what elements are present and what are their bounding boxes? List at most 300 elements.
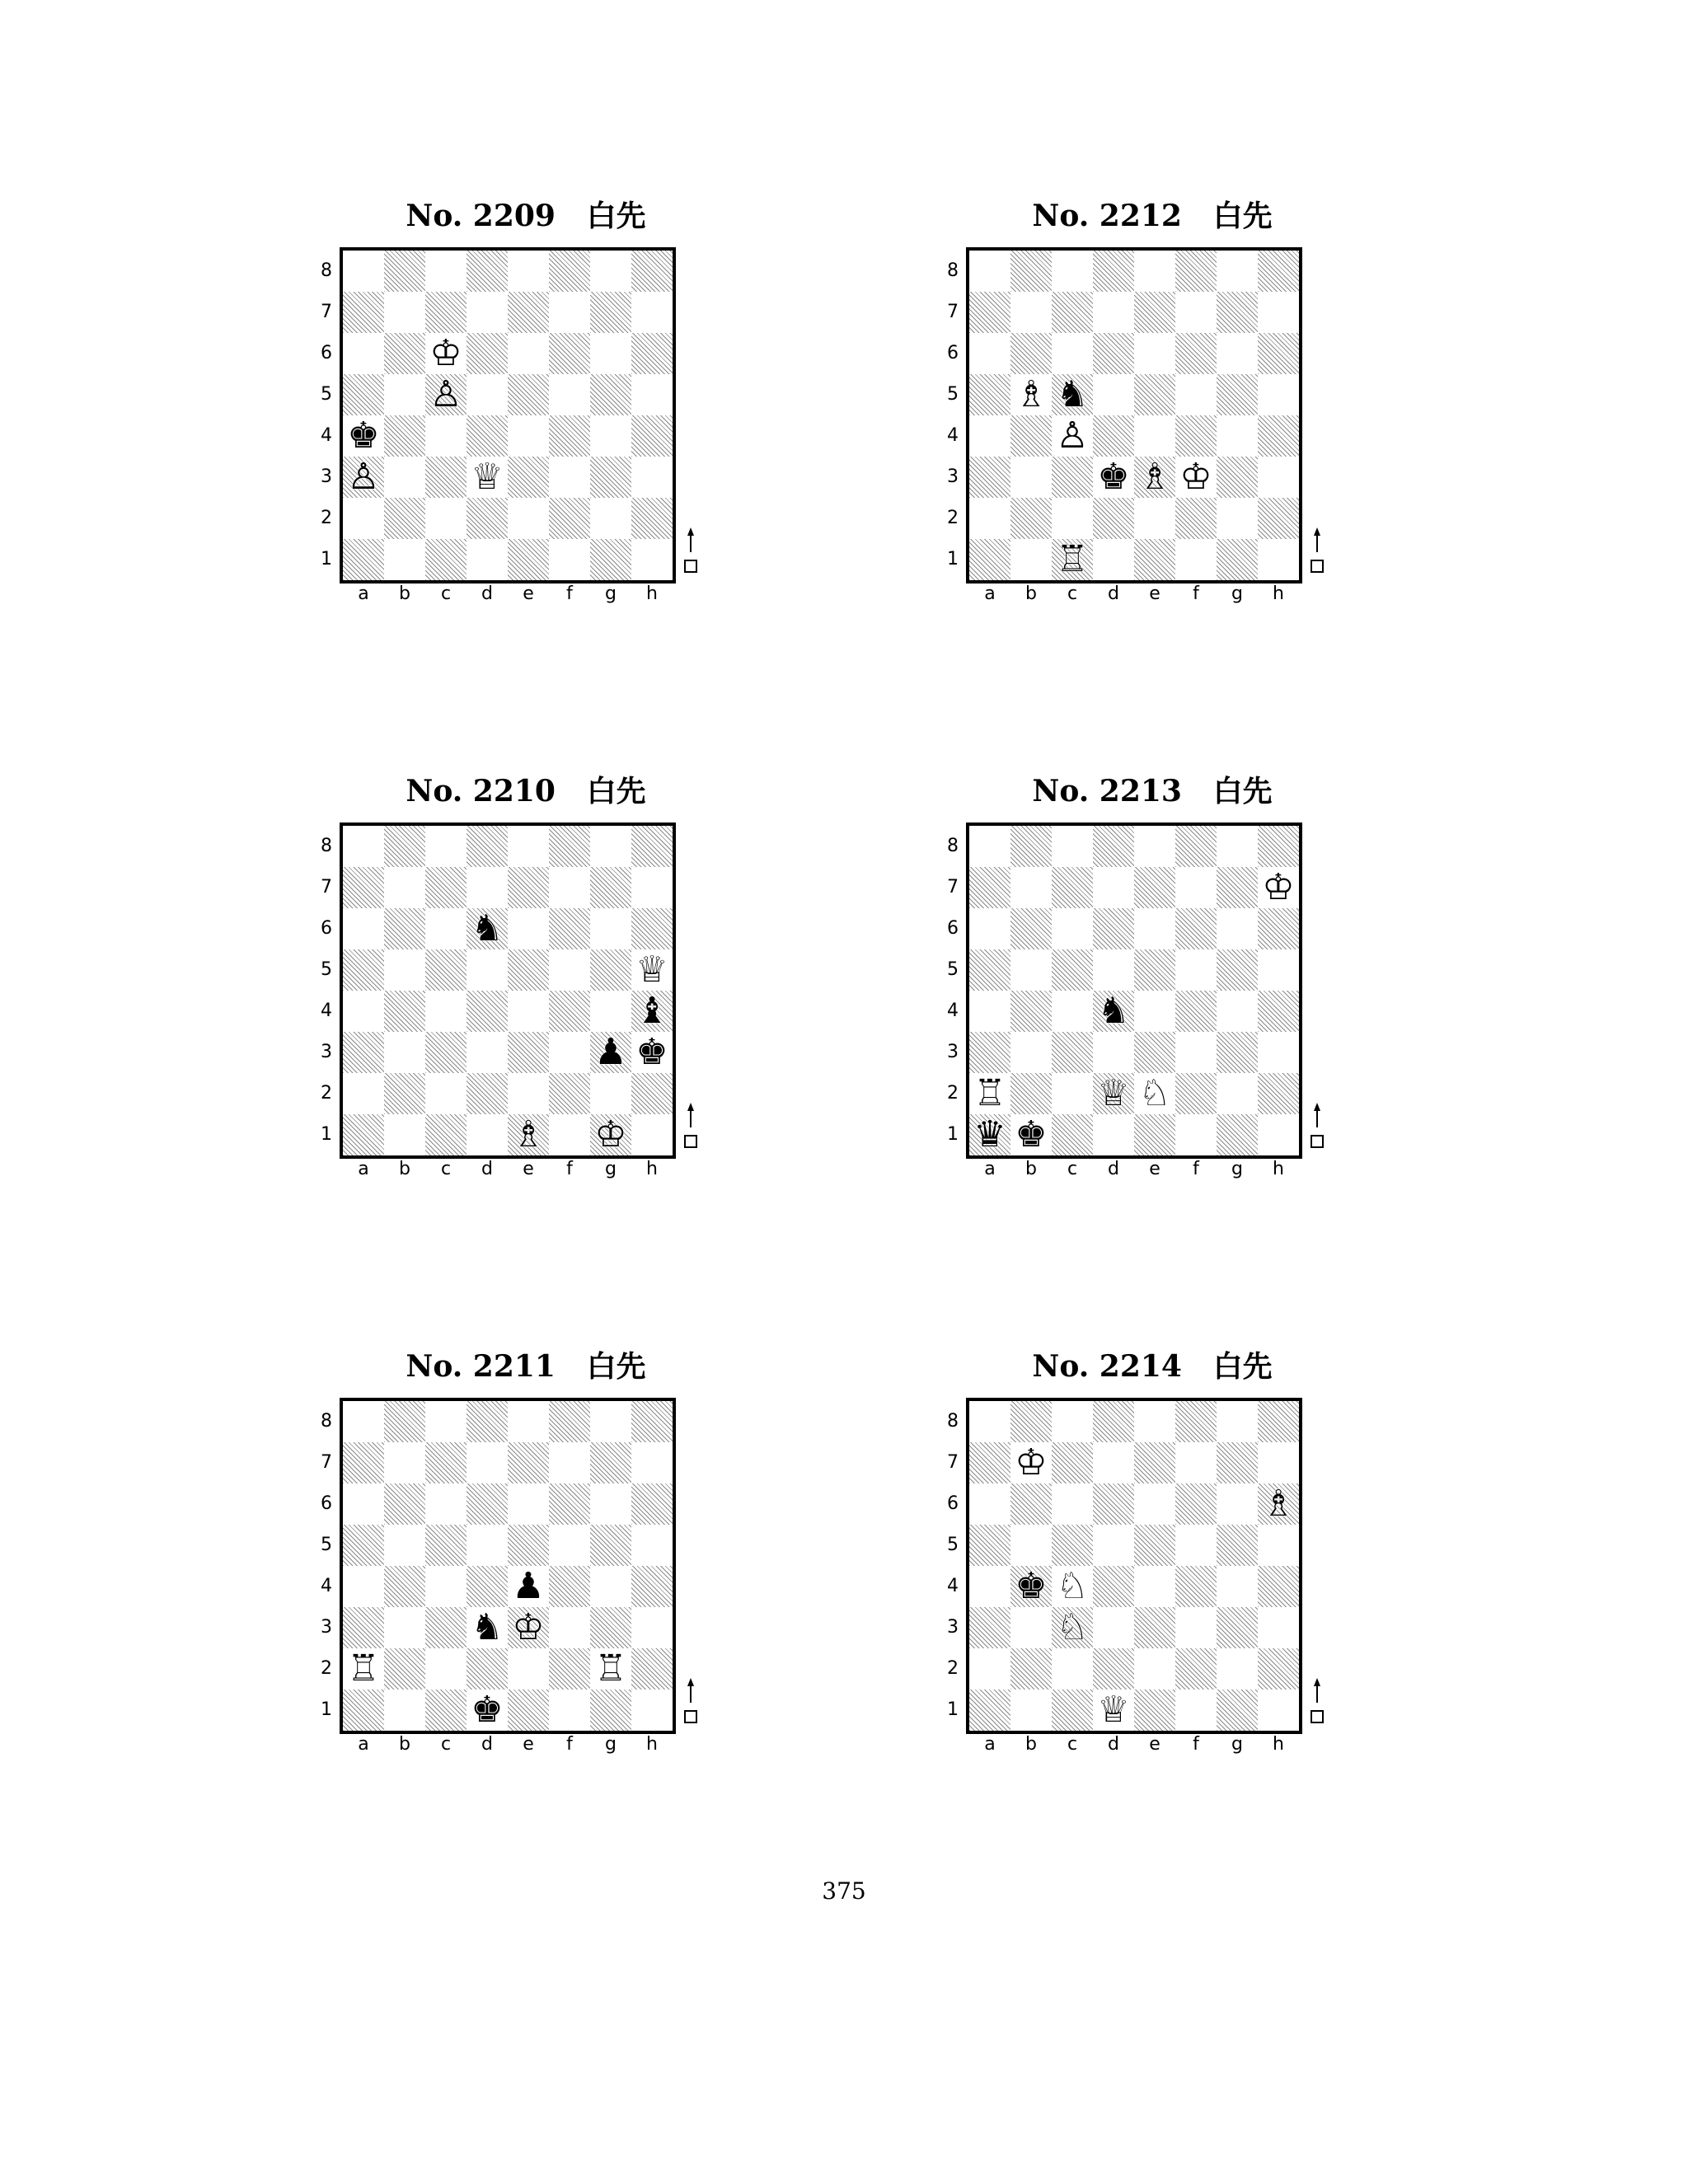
square-c7 xyxy=(425,867,467,908)
file-label: c xyxy=(1067,583,1078,604)
square-h4 xyxy=(631,1566,673,1607)
white-to-move-icon xyxy=(682,526,699,575)
square-a3 xyxy=(343,457,384,498)
square-g3 xyxy=(1217,1032,1258,1073)
square-h5 xyxy=(631,374,673,415)
rank-label: 1 xyxy=(321,1699,332,1720)
square-c6 xyxy=(425,333,467,374)
file-label: h xyxy=(646,1159,658,1179)
square-g1 xyxy=(1217,1114,1258,1155)
square-g1 xyxy=(1217,1690,1258,1731)
puzzle-title: No. 2212 白先 xyxy=(1032,199,1273,233)
piece-bB-h4: ♝ xyxy=(635,990,668,1032)
file-label: e xyxy=(1149,1159,1160,1179)
rank-label: 7 xyxy=(321,302,332,322)
square-b4 xyxy=(384,1566,425,1607)
square-c1 xyxy=(425,539,467,580)
piece-wK-g1: ♔ xyxy=(594,1113,627,1155)
square-g6 xyxy=(1217,333,1258,374)
square-b4 xyxy=(1010,415,1052,457)
square-f1 xyxy=(549,1114,590,1155)
square-e3 xyxy=(1134,457,1175,498)
square-c3 xyxy=(425,457,467,498)
square-e8 xyxy=(508,826,549,867)
white-to-move-icon xyxy=(682,1101,699,1151)
square-f8 xyxy=(549,826,590,867)
square-f7 xyxy=(549,292,590,333)
square-d6 xyxy=(1093,333,1134,374)
piece-wB-e1: ♗ xyxy=(512,1113,545,1155)
rank-label: 5 xyxy=(947,384,959,405)
square-b8 xyxy=(1010,251,1052,292)
piece-bK-d3: ♚ xyxy=(1097,456,1130,498)
square-c7 xyxy=(1052,292,1093,333)
square-g5 xyxy=(1217,374,1258,415)
square-e5 xyxy=(1134,949,1175,991)
file-label: e xyxy=(523,583,534,604)
square-f6 xyxy=(549,1483,590,1525)
square-g6 xyxy=(590,333,631,374)
square-b5 xyxy=(1010,374,1052,415)
square-h1 xyxy=(631,539,673,580)
square-b7 xyxy=(384,867,425,908)
square-e6 xyxy=(1134,333,1175,374)
square-e8 xyxy=(1134,1401,1175,1442)
square-g3 xyxy=(1217,1607,1258,1648)
square-a1 xyxy=(969,1114,1010,1155)
square-b8 xyxy=(1010,826,1052,867)
piece-wB-e3: ♗ xyxy=(1138,456,1171,498)
white-to-move-icon xyxy=(682,1676,699,1726)
square-f2 xyxy=(549,1073,590,1114)
square-h7 xyxy=(1258,867,1299,908)
square-g4 xyxy=(1217,1566,1258,1607)
rank-label: 4 xyxy=(947,1001,959,1021)
square-g1 xyxy=(590,539,631,580)
piece-bK-d1: ♚ xyxy=(471,1689,504,1731)
square-a7 xyxy=(343,867,384,908)
square-f3 xyxy=(549,1607,590,1648)
square-b8 xyxy=(384,826,425,867)
piece-bP-g3: ♟ xyxy=(594,1031,627,1073)
piece-wP-c4: ♙ xyxy=(1056,415,1089,457)
rank-label: 5 xyxy=(947,959,959,980)
file-label: g xyxy=(605,583,617,604)
square-b8 xyxy=(1010,1401,1052,1442)
square-h1 xyxy=(631,1114,673,1155)
square-d6 xyxy=(1093,908,1134,949)
square-f4 xyxy=(1175,415,1217,457)
square-d6 xyxy=(467,333,508,374)
puzzle-2211 xyxy=(312,1347,740,1808)
square-e6 xyxy=(1134,1483,1175,1525)
square-a4 xyxy=(343,415,384,457)
square-b7 xyxy=(1010,292,1052,333)
square-d3 xyxy=(1093,457,1134,498)
file-label: f xyxy=(566,1734,573,1755)
rank-label: 3 xyxy=(947,1617,959,1638)
square-b6 xyxy=(384,908,425,949)
rank-label: 8 xyxy=(947,1411,959,1432)
square-g1 xyxy=(590,1114,631,1155)
square-a6 xyxy=(343,333,384,374)
square-h6 xyxy=(1258,1483,1299,1525)
square-f8 xyxy=(1175,1401,1217,1442)
square-h2 xyxy=(1258,1073,1299,1114)
square-c2 xyxy=(1052,1648,1093,1690)
white-to-move-icon xyxy=(1309,1101,1325,1151)
square-f4 xyxy=(549,1566,590,1607)
piece-wR-a2: ♖ xyxy=(973,1072,1006,1114)
piece-wQ-d2: ♕ xyxy=(1097,1072,1130,1114)
white-to-move-icon xyxy=(1309,1676,1325,1726)
square-h8 xyxy=(1258,826,1299,867)
square-d4 xyxy=(1093,1566,1134,1607)
square-h3 xyxy=(1258,1607,1299,1648)
square-c2 xyxy=(425,1073,467,1114)
chess-board xyxy=(966,1398,1302,1734)
square-a4 xyxy=(969,415,1010,457)
square-e2 xyxy=(1134,498,1175,539)
square-e6 xyxy=(508,333,549,374)
square-a2 xyxy=(343,1073,384,1114)
square-f8 xyxy=(1175,826,1217,867)
file-label: a xyxy=(984,583,996,604)
square-h4 xyxy=(631,991,673,1032)
square-c4 xyxy=(425,415,467,457)
square-b3 xyxy=(384,457,425,498)
square-b5 xyxy=(1010,949,1052,991)
square-h3 xyxy=(631,1607,673,1648)
square-a1 xyxy=(969,539,1010,580)
piece-wN-c3: ♘ xyxy=(1056,1606,1089,1648)
square-d8 xyxy=(467,1401,508,1442)
square-h6 xyxy=(1258,333,1299,374)
square-c3 xyxy=(1052,457,1093,498)
square-h4 xyxy=(1258,415,1299,457)
square-b1 xyxy=(1010,1690,1052,1731)
square-f6 xyxy=(1175,1483,1217,1525)
square-a1 xyxy=(343,1114,384,1155)
square-g7 xyxy=(1217,292,1258,333)
square-g3 xyxy=(1217,457,1258,498)
rank-label: 2 xyxy=(947,1658,959,1679)
rank-label: 7 xyxy=(321,1452,332,1473)
square-e5 xyxy=(1134,1525,1175,1566)
square-c4 xyxy=(1052,1566,1093,1607)
square-h1 xyxy=(1258,1114,1299,1155)
square-a3 xyxy=(343,1607,384,1648)
square-b3 xyxy=(1010,1607,1052,1648)
rank-label: 1 xyxy=(321,1124,332,1145)
file-label: e xyxy=(523,1159,534,1179)
rank-label: 8 xyxy=(321,836,332,856)
square-c6 xyxy=(1052,908,1093,949)
square-b6 xyxy=(1010,333,1052,374)
square-b6 xyxy=(384,333,425,374)
square-c1 xyxy=(425,1690,467,1731)
puzzle-2212 xyxy=(938,196,1367,658)
rank-label: 8 xyxy=(321,1411,332,1432)
square-f6 xyxy=(1175,908,1217,949)
square-g2 xyxy=(590,1073,631,1114)
piece-wR-g2: ♖ xyxy=(594,1647,627,1690)
square-h3 xyxy=(1258,457,1299,498)
rank-label: 8 xyxy=(321,260,332,281)
square-a3 xyxy=(969,1032,1010,1073)
square-d7 xyxy=(1093,292,1134,333)
square-b8 xyxy=(384,251,425,292)
file-label: d xyxy=(481,583,493,604)
rank-label: 8 xyxy=(947,836,959,856)
file-label: c xyxy=(1067,1159,1078,1179)
square-e1 xyxy=(508,1114,549,1155)
square-b8 xyxy=(384,1401,425,1442)
square-f7 xyxy=(1175,292,1217,333)
square-h8 xyxy=(1258,251,1299,292)
file-label: g xyxy=(1231,1159,1243,1179)
square-d2 xyxy=(1093,1648,1134,1690)
chess-board xyxy=(340,1398,676,1734)
piece-bP-e4: ♟ xyxy=(512,1565,545,1607)
file-label: c xyxy=(440,1159,452,1179)
piece-bN-c5: ♞ xyxy=(1056,373,1089,415)
square-g2 xyxy=(590,1648,631,1690)
square-g3 xyxy=(590,457,631,498)
rank-label: 1 xyxy=(947,1124,959,1145)
square-f2 xyxy=(549,498,590,539)
puzzle-title: No. 2211 白先 xyxy=(406,1349,646,1384)
square-e5 xyxy=(1134,374,1175,415)
piece-wK-f3: ♔ xyxy=(1179,456,1212,498)
piece-wB-b5: ♗ xyxy=(1015,373,1048,415)
file-label: h xyxy=(1273,1159,1284,1179)
square-e7 xyxy=(508,292,549,333)
file-label: d xyxy=(1108,1159,1119,1179)
file-label: f xyxy=(1193,583,1199,604)
square-b6 xyxy=(1010,1483,1052,1525)
rank-label: 4 xyxy=(321,425,332,446)
square-e1 xyxy=(1134,539,1175,580)
square-e4 xyxy=(508,1566,549,1607)
square-d1 xyxy=(1093,1114,1134,1155)
square-c4 xyxy=(425,1566,467,1607)
square-g4 xyxy=(1217,415,1258,457)
square-g2 xyxy=(590,498,631,539)
piece-wK-b7: ♔ xyxy=(1015,1441,1048,1483)
square-d3 xyxy=(467,457,508,498)
square-c3 xyxy=(425,1607,467,1648)
piece-bK-b1: ♚ xyxy=(1015,1113,1048,1155)
square-f7 xyxy=(549,1442,590,1483)
piece-bN-d3: ♞ xyxy=(471,1606,504,1648)
square-c5 xyxy=(1052,949,1093,991)
square-f2 xyxy=(549,1648,590,1690)
square-f8 xyxy=(1175,251,1217,292)
square-f3 xyxy=(1175,457,1217,498)
square-f5 xyxy=(549,374,590,415)
rank-label: 4 xyxy=(947,425,959,446)
square-b7 xyxy=(384,292,425,333)
square-c1 xyxy=(1052,539,1093,580)
square-d3 xyxy=(1093,1607,1134,1648)
square-e3 xyxy=(1134,1032,1175,1073)
square-f8 xyxy=(549,1401,590,1442)
square-c3 xyxy=(425,1032,467,1073)
file-label: a xyxy=(358,583,369,604)
rank-label: 6 xyxy=(321,918,332,939)
square-b1 xyxy=(384,1690,425,1731)
square-g3 xyxy=(590,1032,631,1073)
rank-label: 1 xyxy=(321,549,332,569)
square-a4 xyxy=(343,1566,384,1607)
square-e4 xyxy=(1134,1566,1175,1607)
piece-wK-h7: ♔ xyxy=(1262,866,1295,908)
square-d4 xyxy=(467,1566,508,1607)
file-label: d xyxy=(481,1159,493,1179)
square-g2 xyxy=(1217,498,1258,539)
square-a5 xyxy=(969,1525,1010,1566)
rank-label: 6 xyxy=(947,918,959,939)
square-h7 xyxy=(1258,1442,1299,1483)
rank-label: 4 xyxy=(321,1576,332,1596)
square-f3 xyxy=(549,1032,590,1073)
square-a4 xyxy=(969,1566,1010,1607)
puzzle-title: No. 2209 白先 xyxy=(406,199,646,233)
square-e2 xyxy=(508,1073,549,1114)
square-c7 xyxy=(425,292,467,333)
puzzle-2210 xyxy=(312,771,740,1233)
file-label: c xyxy=(440,583,452,604)
file-label: a xyxy=(358,1734,369,1755)
square-d5 xyxy=(467,949,508,991)
square-d7 xyxy=(467,292,508,333)
square-a8 xyxy=(969,251,1010,292)
rank-label: 6 xyxy=(321,343,332,363)
square-a1 xyxy=(343,539,384,580)
square-h2 xyxy=(1258,1648,1299,1690)
square-f8 xyxy=(549,251,590,292)
file-label: a xyxy=(984,1734,996,1755)
file-label: b xyxy=(399,1734,410,1755)
square-c2 xyxy=(1052,1073,1093,1114)
square-h5 xyxy=(631,1525,673,1566)
square-f5 xyxy=(1175,374,1217,415)
square-a3 xyxy=(343,1032,384,1073)
square-h1 xyxy=(631,1690,673,1731)
square-c5 xyxy=(425,374,467,415)
square-d2 xyxy=(467,1648,508,1690)
square-f6 xyxy=(549,908,590,949)
square-d4 xyxy=(467,991,508,1032)
square-e7 xyxy=(508,1442,549,1483)
square-f1 xyxy=(1175,1690,1217,1731)
square-h5 xyxy=(631,949,673,991)
puzzle-2214 xyxy=(938,1347,1367,1808)
chess-board xyxy=(340,823,676,1159)
square-d8 xyxy=(1093,1401,1134,1442)
square-b2 xyxy=(1010,498,1052,539)
square-e8 xyxy=(1134,251,1175,292)
square-a2 xyxy=(343,498,384,539)
file-label: h xyxy=(646,583,658,604)
file-label: b xyxy=(399,583,410,604)
square-c2 xyxy=(425,1648,467,1690)
square-b7 xyxy=(1010,1442,1052,1483)
square-g4 xyxy=(590,415,631,457)
square-e6 xyxy=(508,908,549,949)
square-c6 xyxy=(1052,1483,1093,1525)
square-f3 xyxy=(549,457,590,498)
rank-label: 4 xyxy=(947,1576,959,1596)
square-c7 xyxy=(1052,1442,1093,1483)
square-a2 xyxy=(969,1648,1010,1690)
square-e1 xyxy=(1134,1690,1175,1731)
square-g2 xyxy=(1217,1648,1258,1690)
square-h1 xyxy=(1258,539,1299,580)
piece-wK-e3: ♔ xyxy=(512,1606,545,1648)
square-e8 xyxy=(508,1401,549,1442)
puzzle-title: No. 2214 白先 xyxy=(1032,1349,1273,1384)
square-e3 xyxy=(508,1032,549,1073)
square-e3 xyxy=(508,457,549,498)
square-e2 xyxy=(508,498,549,539)
square-a4 xyxy=(343,991,384,1032)
square-f2 xyxy=(1175,1648,1217,1690)
square-a6 xyxy=(969,333,1010,374)
square-a7 xyxy=(343,1442,384,1483)
square-d4 xyxy=(1093,415,1134,457)
rank-label: 6 xyxy=(947,343,959,363)
piece-wN-c4: ♘ xyxy=(1056,1565,1089,1607)
piece-bN-d4: ♞ xyxy=(1097,990,1130,1032)
square-f2 xyxy=(1175,1073,1217,1114)
square-d5 xyxy=(1093,949,1134,991)
square-a6 xyxy=(343,908,384,949)
square-e6 xyxy=(508,1483,549,1525)
rank-label: 6 xyxy=(321,1493,332,1514)
square-c1 xyxy=(1052,1690,1093,1731)
square-c4 xyxy=(1052,991,1093,1032)
square-f5 xyxy=(1175,1525,1217,1566)
square-h6 xyxy=(631,333,673,374)
square-h3 xyxy=(631,457,673,498)
square-h2 xyxy=(631,1073,673,1114)
square-c8 xyxy=(425,251,467,292)
rank-label: 7 xyxy=(947,1452,959,1473)
square-e5 xyxy=(508,374,549,415)
square-h6 xyxy=(1258,908,1299,949)
square-b7 xyxy=(1010,867,1052,908)
square-g2 xyxy=(1217,1073,1258,1114)
square-c8 xyxy=(1052,1401,1093,1442)
square-h8 xyxy=(631,1401,673,1442)
square-h5 xyxy=(1258,949,1299,991)
rank-label: 3 xyxy=(947,466,959,487)
square-g4 xyxy=(1217,991,1258,1032)
square-d3 xyxy=(467,1032,508,1073)
square-b2 xyxy=(384,1648,425,1690)
square-a5 xyxy=(343,374,384,415)
square-c8 xyxy=(1052,251,1093,292)
square-e2 xyxy=(1134,1073,1175,1114)
square-e7 xyxy=(1134,867,1175,908)
square-b3 xyxy=(1010,457,1052,498)
file-label: b xyxy=(1025,1734,1037,1755)
file-label: g xyxy=(1231,583,1243,604)
chess-board xyxy=(966,823,1302,1159)
square-d3 xyxy=(1093,1032,1134,1073)
